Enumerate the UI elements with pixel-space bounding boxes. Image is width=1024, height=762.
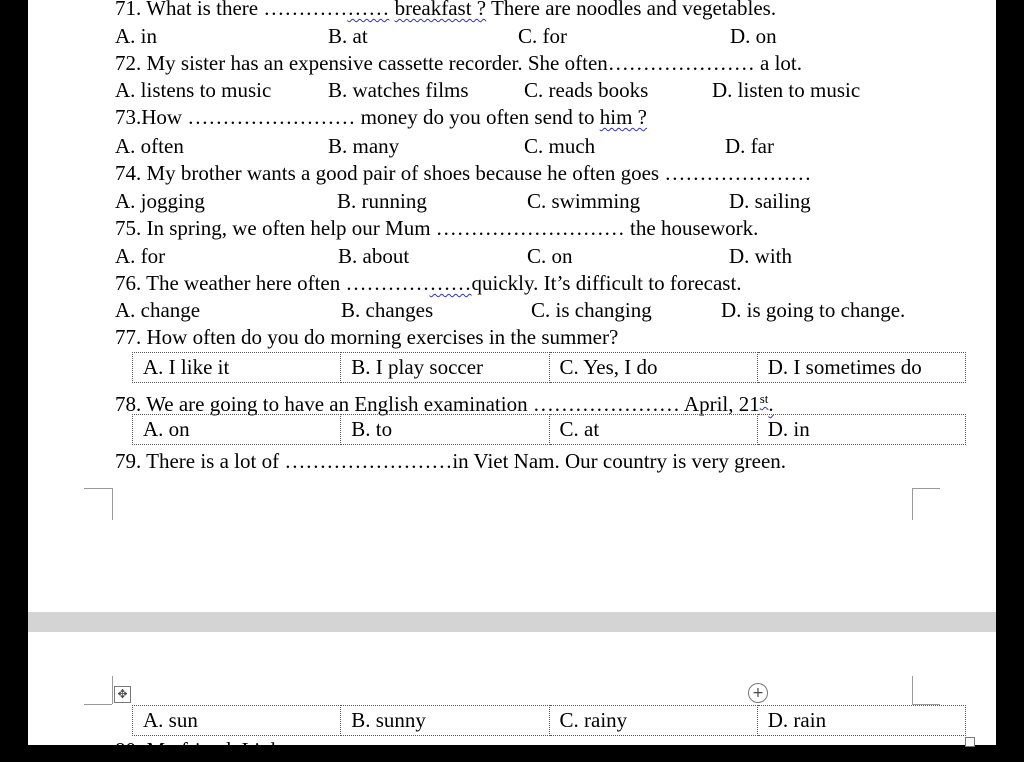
page2-option-d[interactable]: D. rain [757, 706, 965, 736]
q75-blank: ……………………… [435, 216, 625, 240]
q77-option-d[interactable]: D. I sometimes do [757, 353, 965, 383]
q71-option-a[interactable]: A. in [115, 24, 157, 48]
q73-blank: …………………… [187, 105, 356, 129]
q76-option-d[interactable]: D. is going to change. [721, 298, 906, 322]
q73-option-a[interactable]: A. often [115, 134, 184, 158]
q76-option-b[interactable]: B. changes [341, 298, 434, 322]
q74-text: 74. My brother wants a good pair of shoes because he often goes [115, 161, 665, 185]
q72-option-c[interactable]: C. reads books [524, 78, 649, 102]
page2-option-c[interactable]: C. rainy [549, 706, 757, 736]
q72-text: 72. My sister has an expensive cassette recorder. She often [115, 51, 608, 75]
page2-option-a[interactable]: A. sun [133, 706, 341, 736]
question-72 [115, 51, 802, 75]
q76-text: 76. The weather here often [115, 271, 346, 295]
q71-option-d[interactable]: D. on [730, 24, 777, 48]
question-75 [115, 216, 758, 240]
q78-option-c[interactable]: C. at [549, 415, 757, 445]
q77-options-table [132, 352, 966, 383]
q75-option-c[interactable]: C. on [527, 244, 573, 268]
question-78 [115, 387, 774, 416]
q75-option-a[interactable]: A. for [115, 244, 166, 268]
q71-text: 71. What is there [115, 0, 264, 20]
q73-him: him ? [599, 105, 647, 129]
question-73 [115, 105, 647, 129]
q77-option-a[interactable]: A. I like it [133, 353, 341, 383]
q78-options-table [132, 414, 966, 445]
q76-option-a[interactable]: A. change [115, 298, 201, 322]
margin-mark-right [912, 488, 913, 520]
q71-blank: ………… [263, 0, 348, 20]
q78-option-d[interactable]: D. in [757, 415, 965, 445]
margin-mark-left-top [84, 488, 112, 489]
q74-blank: ………………… [664, 161, 812, 185]
q72-blank: ………………… [607, 51, 755, 75]
q75-option-b[interactable]: B. about [338, 244, 410, 268]
q78-text: 78. We are going to have an English examination [115, 392, 533, 416]
q78-text-mid: April, 21 [679, 392, 760, 416]
q76-option-c[interactable]: C. is changing [531, 298, 652, 322]
margin-mark-right-top [912, 488, 940, 489]
page-gap [28, 612, 996, 632]
q74-option-d[interactable]: D. sailing [729, 189, 811, 213]
q71-blank-wavy: …… [347, 0, 390, 20]
q73-text-mid: money do you often send to [355, 105, 600, 129]
q72-option-b[interactable]: B. watches films [328, 78, 469, 102]
q73-option-b[interactable]: B. many [328, 134, 400, 158]
add-column-icon[interactable]: + [748, 683, 768, 703]
q71-text-end: There are noodles and vegetables. [486, 0, 777, 20]
q74-option-b[interactable]: B. running [337, 189, 427, 213]
q71-breakfast: breakfast ? [394, 0, 487, 20]
q79-text: 79. There is a lot of [115, 449, 285, 473]
q71-option-c[interactable]: C. for [518, 24, 567, 48]
q78-superscript: st [759, 391, 769, 406]
q76-blank-wavy: …… [429, 271, 472, 295]
q79-blank: …………………… [284, 449, 453, 473]
q78-option-b[interactable]: B. to [341, 415, 549, 445]
q73-option-d[interactable]: D. far [725, 134, 774, 158]
question-76 [115, 271, 742, 295]
q78-blank: ………………… [532, 392, 680, 416]
q78-period: . [768, 392, 774, 416]
q71-option-b[interactable]: B. at [328, 24, 368, 48]
question-77 [115, 325, 618, 349]
q78-option-a[interactable]: A. on [133, 415, 341, 445]
q72-option-d[interactable]: D. listen to music [712, 78, 861, 102]
q77-text: 77. How often do you do morning exercises in the summer? [115, 325, 619, 349]
q75-text-end: the housework. [624, 216, 759, 240]
q75-option-d[interactable]: D. with [729, 244, 792, 268]
page2-option-b[interactable]: B. sunny [341, 706, 549, 736]
q80-text-cut-off: 80. My friend, Linh, ... [115, 738, 308, 762]
q73-text: 73.How [115, 105, 188, 129]
question-74 [115, 161, 811, 185]
q74-option-a[interactable]: A. jogging [115, 189, 205, 213]
page2-options-table [132, 705, 966, 736]
table-resize-handle-icon[interactable] [965, 737, 975, 747]
q76-text-end: quickly. It’s difficult to forecast. [471, 271, 742, 295]
q74-option-c[interactable]: C. swimming [527, 189, 641, 213]
margin-mark2-left [112, 676, 113, 704]
margin-mark2-right [912, 676, 913, 704]
question-79 [115, 449, 786, 473]
margin-mark2-left-bottom [84, 704, 112, 705]
q76-blank: ………… [345, 271, 430, 295]
q75-text: 75. In spring, we often help our Mum [115, 216, 436, 240]
q79-text-end: in Viet Nam. Our country is very green. [452, 449, 787, 473]
q77-option-c[interactable]: C. Yes, I do [549, 353, 757, 383]
question-71 [115, 0, 776, 20]
margin-mark-left [112, 488, 113, 520]
q72-option-a[interactable]: A. listens to music [115, 78, 272, 102]
table-move-handle-icon[interactable]: ✥ [114, 686, 131, 703]
q72-text-end: a lot. [754, 51, 803, 75]
q77-option-b[interactable]: B. I play soccer [341, 353, 549, 383]
q73-option-c[interactable]: C. much [524, 134, 596, 158]
